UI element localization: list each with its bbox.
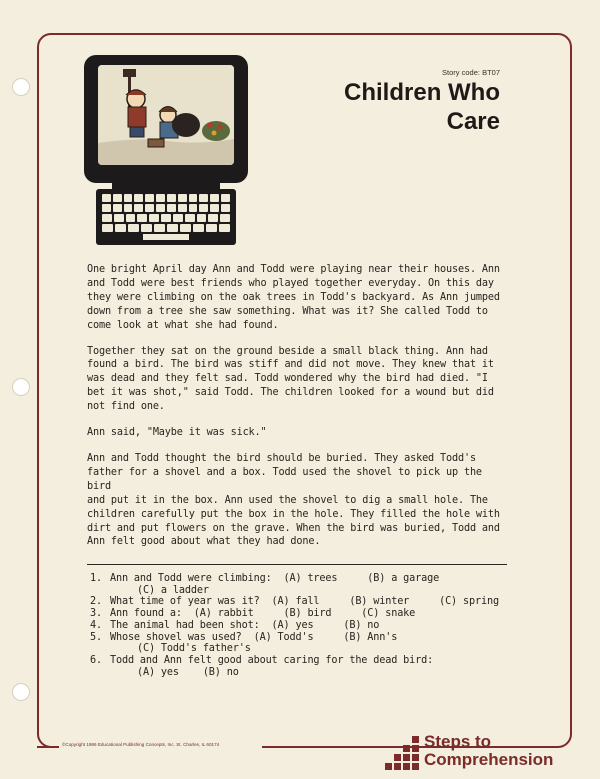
question-number: 1. — [90, 573, 102, 584]
steps-blocks-icon — [386, 732, 422, 768]
children-scene-icon — [98, 65, 234, 165]
story-code: Story code: BT07 — [442, 68, 500, 77]
question-item — [90, 608, 510, 620]
question-item — [90, 620, 510, 632]
question-number: 2. — [90, 596, 102, 608]
question-number: 3. — [90, 608, 102, 620]
screen-scene — [98, 65, 234, 165]
question-continuation: (C) Todd's father's — [137, 643, 251, 655]
story-paragraph: Ann said, "Maybe it was sick." — [87, 427, 267, 439]
brand-logo — [386, 732, 586, 772]
monitor — [84, 55, 248, 183]
question-text: Ann and Todd were climbing: (A) trees (B) a garage — [110, 573, 440, 584]
keyboard-icon — [96, 189, 236, 245]
question-text: Ann found a: (A) rabbit (B) bird (C) snake — [110, 608, 416, 620]
title-line-1: Children Who — [344, 79, 500, 106]
questions-divider — [87, 564, 507, 565]
footer-rule-left — [37, 746, 59, 748]
question-item — [90, 596, 510, 608]
question-number: 5. — [90, 631, 102, 643]
question-number: 6. — [90, 654, 102, 666]
question-item — [90, 655, 510, 667]
question-list — [90, 573, 510, 678]
question-continuation: (C) a ladder — [137, 584, 209, 596]
question-number: 4. — [90, 619, 102, 631]
punch-hole-bottom — [12, 683, 30, 701]
brand-line-2: Comprehension — [424, 750, 554, 769]
computer-illustration-icon — [84, 55, 248, 245]
question-item — [90, 632, 510, 644]
question-text: Whose shovel was used? (A) Todd's (B) Ann's — [110, 631, 398, 643]
question-text: Todd and Ann felt good about caring for the dead bird: — [110, 654, 434, 666]
monitor-stand — [112, 181, 220, 189]
story-text — [87, 263, 507, 561]
punch-hole-middle — [12, 378, 30, 396]
story-paragraph: Ann and Todd thought the bird should be buried. They asked Todd's father for a shovel and a box. Todd used the shovel to pick up the bird and put it in the box. Ann used the shovel to dig a small hole. The children carefully put the box in the hole. They filled the hole with dirt and put flowers on the grave. When the bird was buried, Todd and Ann felt good about what they had done. — [87, 452, 500, 548]
brand-line-1: Steps to — [424, 732, 492, 751]
question-continuation: (A) yes (B) no — [137, 666, 239, 678]
question-text: What time of year was it? (A) fall (B) winter (C) spring — [110, 596, 499, 608]
question-item — [90, 573, 510, 585]
page-title — [240, 78, 500, 136]
footer-rule-right — [262, 746, 386, 748]
punch-hole-top — [12, 78, 30, 96]
title-line-2: Care — [446, 108, 500, 135]
story-paragraph: One bright April day Ann and Todd were playing near their houses. Ann and Todd were best friends who played together everyday. On this day they were climbing on the oak trees in Todd's backyard. As Ann jumped down from a tree she saw something. What was it? She called Todd to come look at what she had found. — [87, 264, 500, 331]
copyright-text: ©Copyright 1986 Educational Publishing Concepts, Inc. St. Charles, IL 60174 — [62, 742, 220, 747]
question-text: The animal had been shot: (A) yes (B) no — [110, 619, 380, 631]
story-paragraph: Together they sat on the ground beside a small black thing. Ann had found a bird. The bird was stiff and did not move. They knew that it was dead and they felt sad. Todd wondered why the bird had died. "I bet it was shot," said Todd. The children looked for a wound but did not find one. — [87, 345, 494, 413]
